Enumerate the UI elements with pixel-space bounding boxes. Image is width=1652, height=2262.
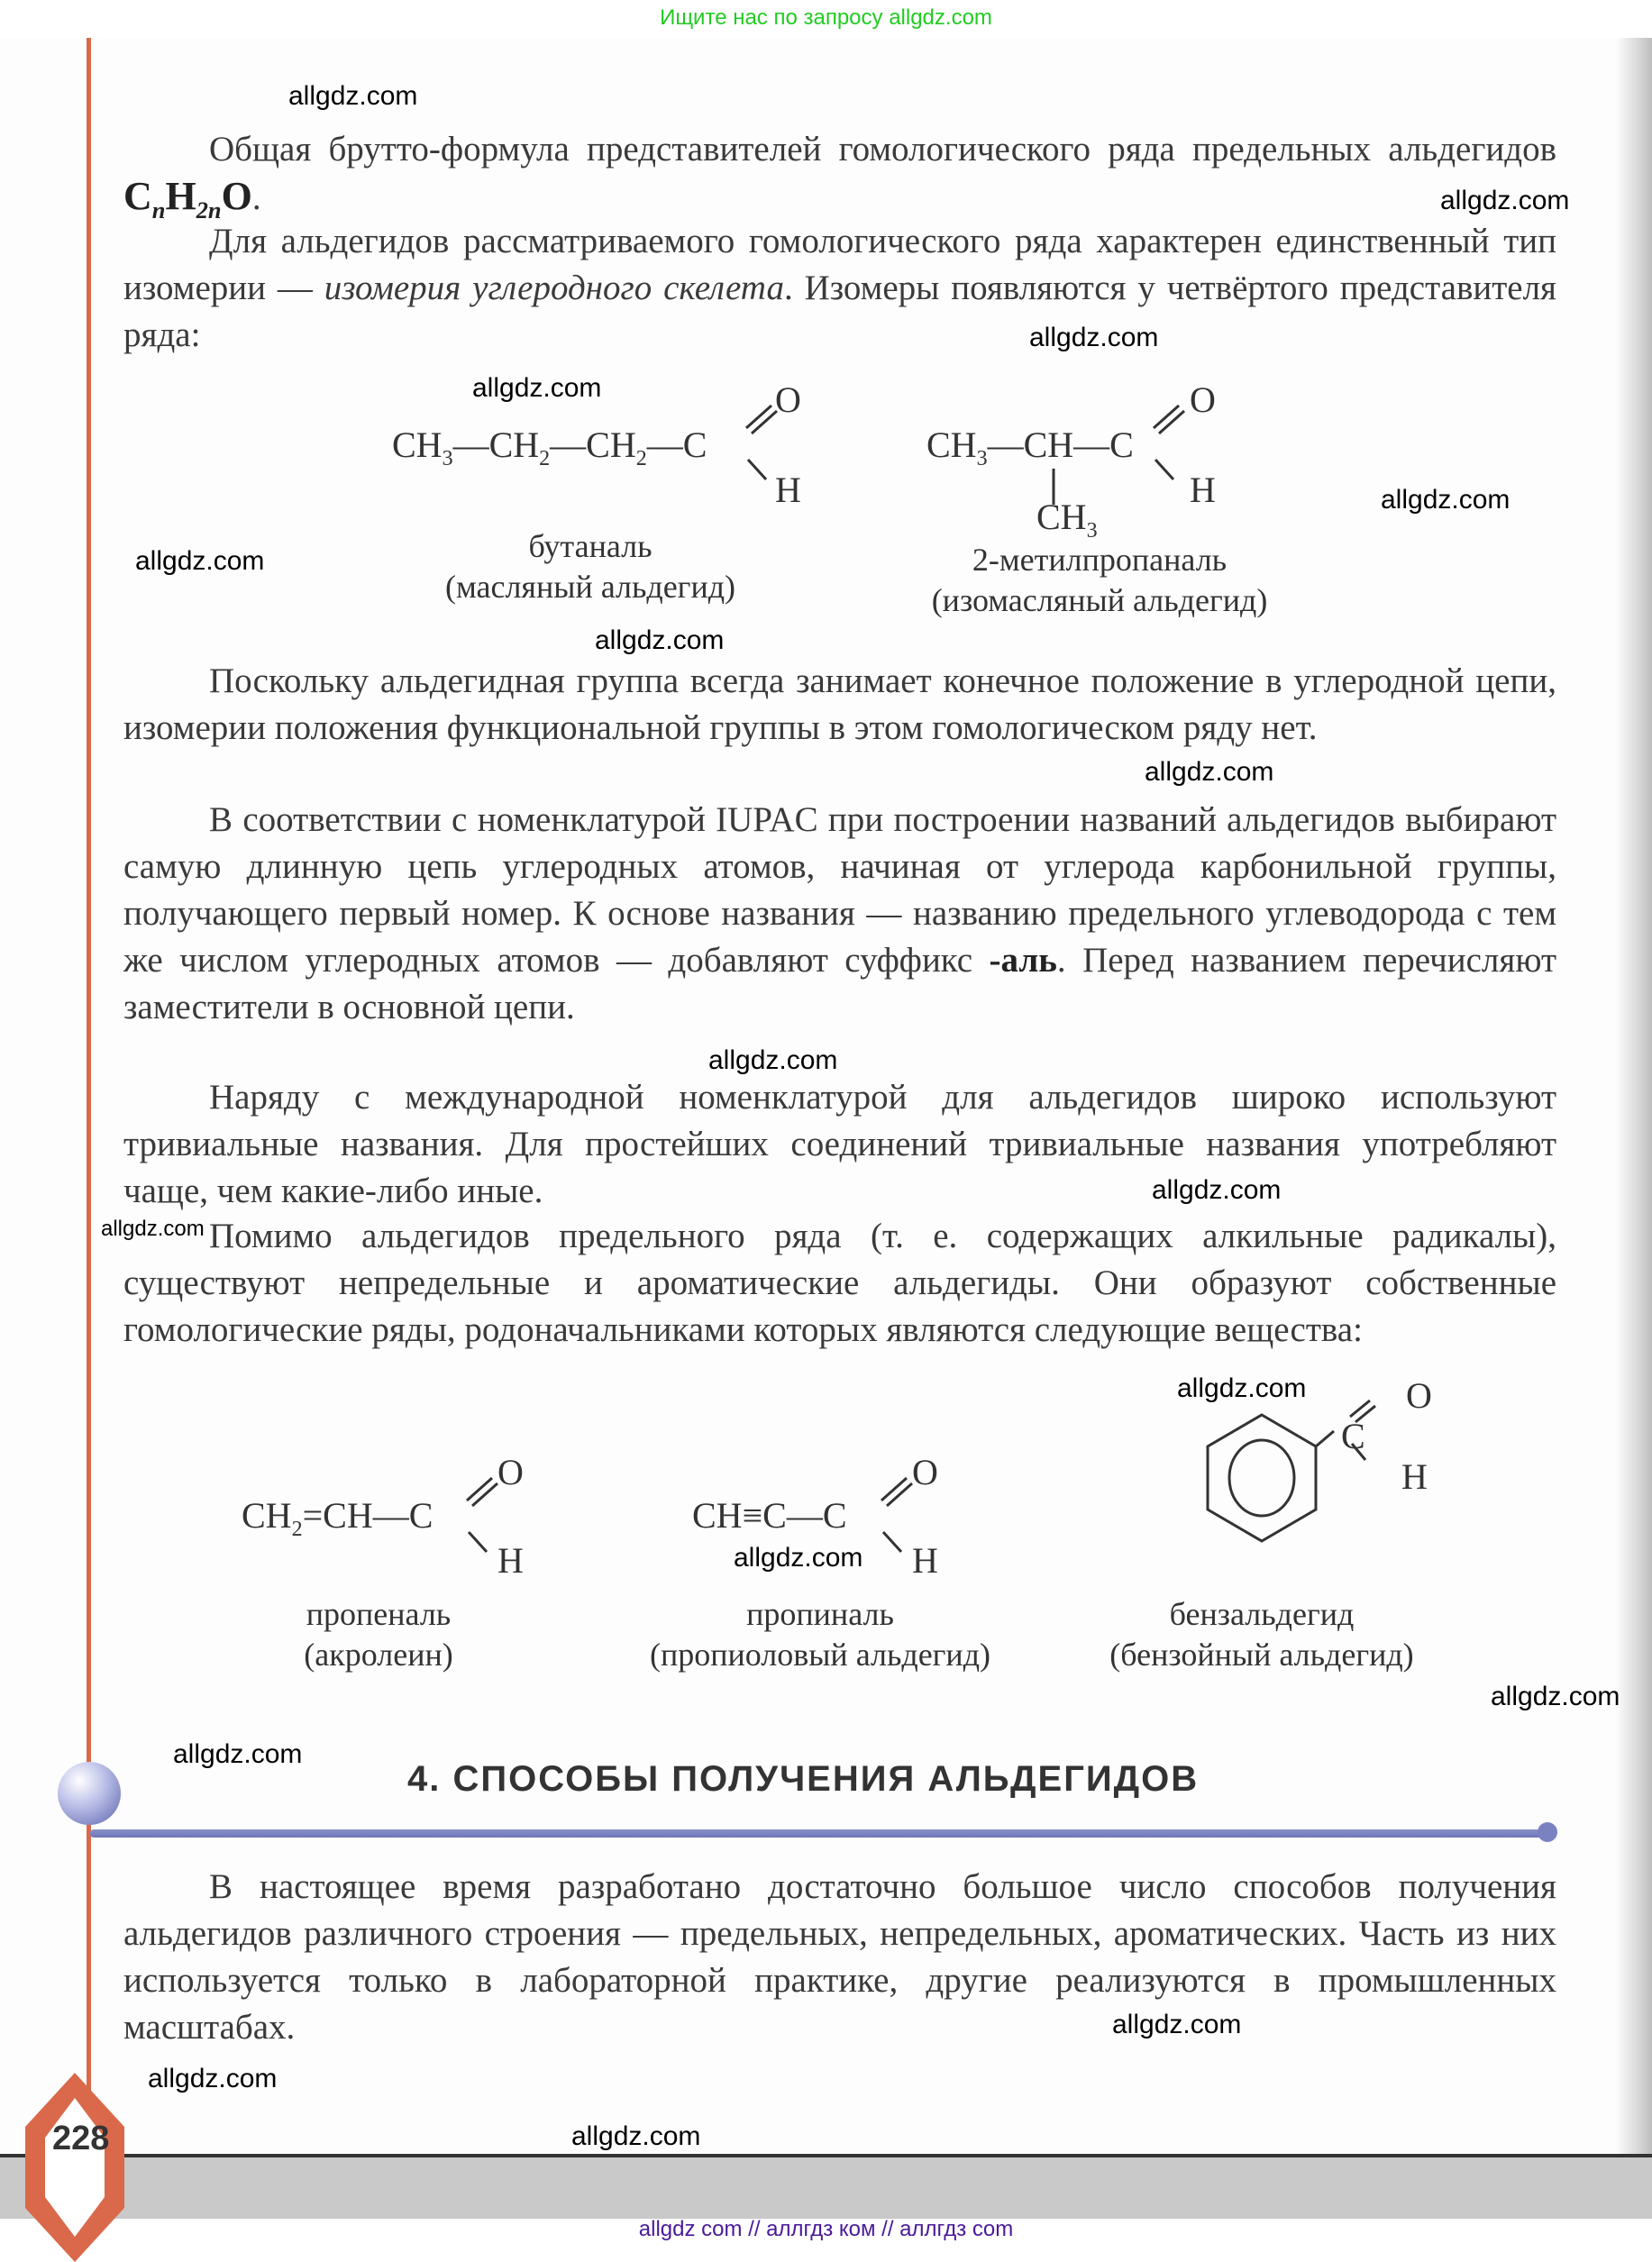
molecule-trivial-name: (акролеин) bbox=[304, 1637, 453, 1673]
page-number: 228 bbox=[52, 2120, 110, 2157]
hydrogen-atom: H bbox=[912, 1540, 938, 1581]
molecule-name: пропеналь bbox=[306, 1596, 452, 1632]
hydrogen-atom: H bbox=[1190, 470, 1216, 510]
section-bullet-ball bbox=[58, 1762, 121, 1825]
section-rule bbox=[90, 1829, 1550, 1838]
watermark: allgdz.com bbox=[173, 1739, 303, 1769]
section-rule-end-dot bbox=[1538, 1822, 1557, 1842]
hydrogen-atom: H bbox=[497, 1540, 524, 1581]
watermark: allgdz.com bbox=[135, 546, 265, 576]
watermark: allgdz.com bbox=[595, 625, 725, 655]
molecule-name: 2-метилпропаналь bbox=[972, 542, 1228, 578]
watermark: allgdz.com bbox=[148, 2064, 278, 2093]
oxygen-atom: O bbox=[1190, 379, 1216, 420]
oxygen-atom: O bbox=[775, 379, 801, 420]
paragraph-unsaturated-aromatic: Помимо альдегидов предельного ряда (т. е. содержащих алкильные радикалы), существуют непредельные и ароматические альдегиды. Они образуют собственные гомологические ряды, родоначальниками которых являются следующие вещества: bbox=[123, 1217, 1556, 1349]
watermark: allgdz.com bbox=[1177, 1373, 1307, 1403]
section-heading: 4. СПОСОБЫ ПОЛУЧЕНИЯ АЛЬДЕГИДОВ bbox=[407, 1759, 1200, 1799]
page-edge-shadow bbox=[1616, 38, 1652, 2183]
butanal-structure: $CH_3—CH_2—CH_2—C$ bbox=[392, 424, 707, 470]
watermark: allgdz.com bbox=[734, 1543, 863, 1573]
molecule-trivial-name: (изомасляный альдегид) bbox=[931, 582, 1268, 618]
bottom-site-links[interactable]: allgdz com // аллгдз ком // аллгдз com bbox=[638, 2217, 1014, 2241]
paragraph-general-formula: Общая брутто-формула представителей гомологического ряда предельных альдегидов $C_nH_{2n}O$. bbox=[123, 130, 1556, 223]
watermark: allgdz.com bbox=[1152, 1175, 1282, 1205]
paragraph-isomerism: Для альдегидов рассматриваемого гомологического ряда характерен единственный тип изомерии — изомерия углеродного скелета. Изомеры появляются у четвёртого представителя ряда: bbox=[123, 222, 1556, 354]
paragraph-iupac: В соответствии с номенклатурой IUPAC при построении названий альдегидов выбирают самую длинную цепь углеродных атомов, начиная от углерода карбонильной группы, получающего первый номер. К основе названия — названию предельного углеводорода с тем же числом углеродных атомов — добавляют суффикс -аль. Перед названием перечисляют заместители в основной цепи. bbox=[123, 800, 1556, 1026]
watermark: allgdz.com bbox=[708, 1045, 838, 1075]
paragraph-trivial-names: Наряду с международной номенклатурой для альдегидов широко используют тривиальные названия. Для простейших соединений тривиальные названия употребляют чаще, чем какие-либо иные. bbox=[123, 1078, 1556, 1210]
propenal-structure: $CH_2=CH—C$ bbox=[242, 1495, 434, 1541]
methyl-branch: $CH_3$ bbox=[1036, 497, 1098, 543]
watermark: allgdz.com bbox=[571, 2121, 701, 2151]
watermark: allgdz.com bbox=[1112, 2010, 1242, 2039]
paragraph-methods-intro: В настоящее время разработано достаточно большое число способов получения альдегидов различного строения — предельных, непредельных, ароматических. Часть из них используется только в лабораторной практике, другие реализуются в промышленных масштабах. bbox=[123, 1867, 1556, 2047]
methylpropanal-structure: $CH_3—CH—C$ bbox=[926, 424, 1134, 470]
watermark: allgdz.com bbox=[101, 1217, 205, 1241]
benzene-ring-icon bbox=[1199, 1397, 1469, 1577]
page-footer-band bbox=[0, 2154, 1652, 2219]
watermark: allgdz.com bbox=[472, 373, 602, 403]
general-formula: $C_nH_{2n}O$ bbox=[123, 174, 252, 223]
watermark: allgdz.com bbox=[1440, 186, 1570, 215]
carbon-atom: C bbox=[1341, 1416, 1365, 1456]
watermark: allgdz.com bbox=[1381, 485, 1511, 515]
molecule-name: бензальдегид bbox=[1169, 1596, 1355, 1632]
oxygen-atom: O bbox=[1406, 1375, 1432, 1416]
paragraph-position-isomerism: Поскольку альдегидная группа всегда занимает конечное положение в углеродной цепи, изомерии положения функциональной группы в этом гомологическом ряду нет. bbox=[123, 661, 1556, 747]
oxygen-atom: O bbox=[497, 1452, 524, 1492]
molecule-trivial-name: (бензойный альдегид) bbox=[1109, 1637, 1414, 1673]
molecule-trivial-name: (пропиоловый альдегид) bbox=[649, 1637, 991, 1673]
watermark: allgdz.com bbox=[1491, 1682, 1620, 1711]
propynal-structure: CH≡C—C bbox=[692, 1495, 847, 1536]
watermark: allgdz.com bbox=[288, 81, 418, 111]
molecule-trivial-name: (масляный альдегид) bbox=[444, 569, 736, 605]
molecule-name: пропиналь bbox=[746, 1596, 894, 1632]
watermark: allgdz.com bbox=[1029, 323, 1159, 352]
hydrogen-atom: H bbox=[775, 470, 801, 510]
watermark: allgdz.com bbox=[1145, 757, 1274, 787]
hydrogen-atom: H bbox=[1401, 1456, 1428, 1497]
top-banner: Ищите нас по запросу allgdz.com bbox=[660, 5, 992, 30]
molecule-name: бутаналь bbox=[528, 528, 653, 564]
oxygen-atom: O bbox=[912, 1452, 938, 1492]
